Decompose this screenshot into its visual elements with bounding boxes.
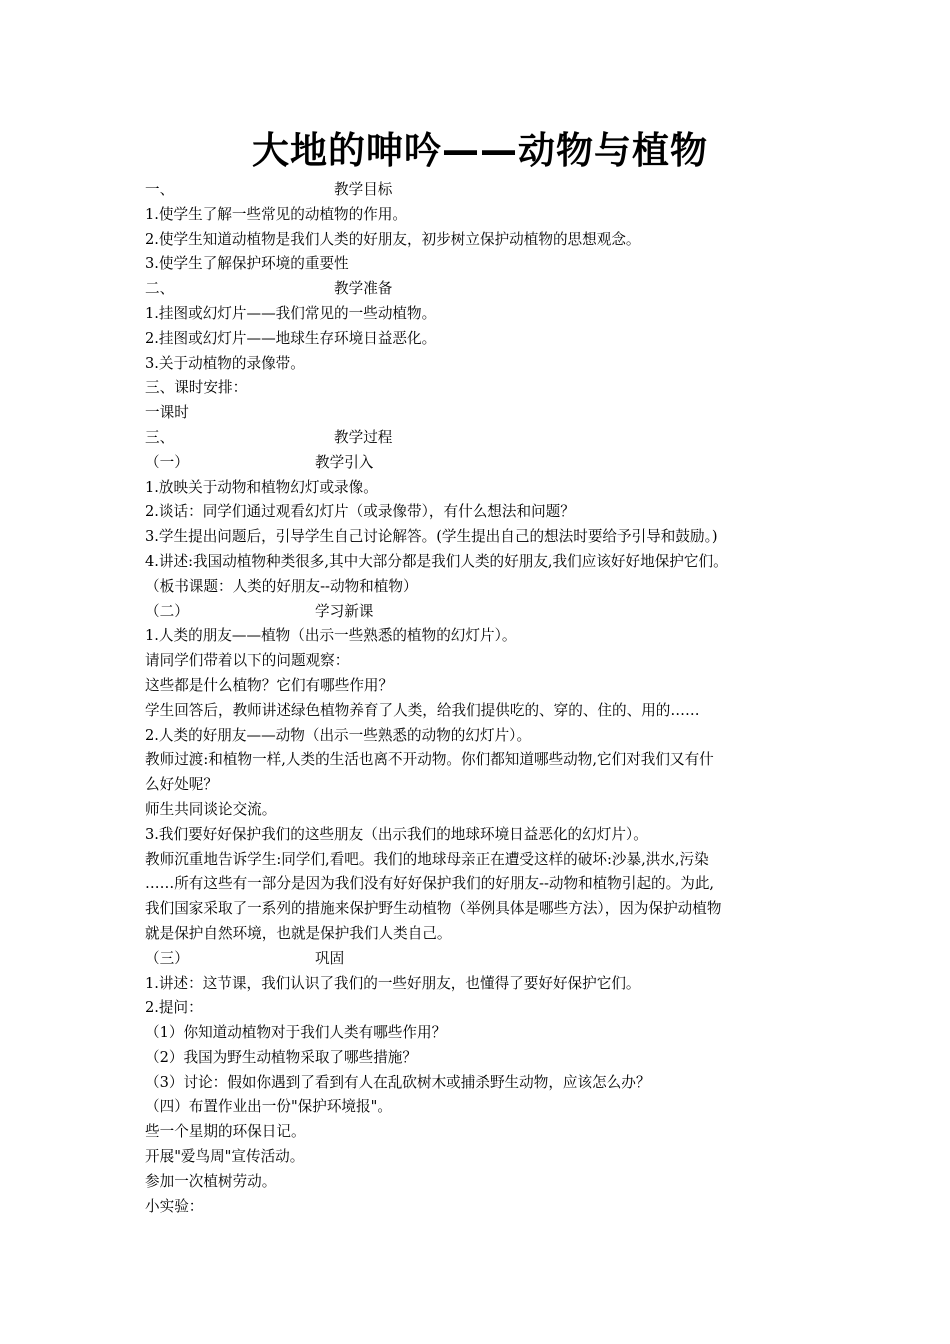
paragraph-line: 开展"爱鸟周"宣传活动。 — [145, 1148, 305, 1166]
section-heading — [145, 600, 825, 625]
paragraph-line: 4.讲述:我国动植物种类很多,其中大部分都是我们人类的好朋友,我们应该好好地保护它们。 — [145, 552, 728, 570]
paragraph-line: 3.关于动植物的录像带。 — [145, 354, 305, 372]
paragraph-line: 我们国家采取了一系列的措施来保护野生动植物（举例具体是哪些方法），因为保护动植物 — [145, 900, 722, 918]
paragraph-line: 2.挂图或幻灯片——地球生存环境日益恶化。 — [145, 329, 437, 347]
paragraph-line: 参加一次植树劳动。 — [145, 1172, 277, 1190]
section-title: 教学目标 — [334, 181, 393, 198]
paragraph-line: 1.挂图或幻灯片——我们常见的一些动植物。 — [145, 304, 437, 322]
paragraph-line: 教师过渡:和植物一样,人类的生活也离不开动物。你们都知道哪些动物,它们对我们又有什 — [145, 751, 714, 769]
section-number: （三） — [145, 949, 189, 967]
paragraph-line: 3.学生提出问题后，引导学生自己讨论解答。(学生提出自己的想法时要给予引导和鼓励。) — [145, 528, 718, 546]
document-body — [145, 178, 825, 1219]
section-heading — [145, 277, 825, 302]
paragraph-line: 请同学们带着以下的问题观察： — [145, 652, 350, 670]
paragraph-line: ……所有这些有一部分是因为我们没有好好保护我们的好朋友--动物和植物引起的。为此, — [145, 875, 715, 893]
paragraph-line: 3.使学生了解保护环境的重要性 — [145, 255, 349, 273]
paragraph-line: 学生回答后，教师讲述绿色植物养育了人类，给我们提供吃的、穿的、住的、用的…… — [145, 701, 700, 719]
section-title: 教学过程 — [334, 428, 393, 446]
paragraph-line: （1）你知道动植物对于我们人类有哪些作用？ — [145, 1024, 447, 1042]
paragraph-line: 1.人类的朋友——植物（出示一些熟悉的植物的幻灯片）。 — [145, 627, 517, 645]
section-heading — [145, 451, 825, 476]
paragraph-line: 2.人类的好朋友——动物（出示一些熟悉的动物的幻灯片）。 — [145, 726, 532, 744]
section-number: 二、 — [145, 280, 175, 298]
section-number: 三、 — [145, 428, 175, 446]
paragraph-line: 就是保护自然环境，也就是保护我们人类自己。 — [145, 924, 452, 942]
section-heading — [145, 178, 825, 203]
paragraph-line: 3.我们要好好保护我们的这些朋友（出示我们的地球环境日益恶化的幻灯片）。 — [145, 825, 648, 843]
paragraph-line: 师生共同谈论交流。 — [145, 800, 277, 818]
paragraph-line: 三、课时安排： — [145, 379, 248, 397]
document-title: 大地的呻吟——动物与植物 — [252, 129, 708, 172]
paragraph-line: （四）布置作业出一份"保护环境报"。 — [145, 1098, 392, 1116]
paragraph-line: 1.讲述：这节课，我们认识了我们的一些好朋友，也懂得了要好好保护它们。 — [145, 974, 641, 992]
paragraph-line: （板书课题：人类的好朋友--动物和植物） — [145, 577, 418, 595]
section-number: 一、 — [145, 181, 175, 198]
section-title: 巩固 — [315, 949, 345, 967]
paragraph-line: 2.谈话：同学们通过观看幻灯片（或录像带），有什么想法和问题？ — [145, 503, 575, 521]
paragraph-line: 2.提问： — [145, 999, 203, 1017]
paragraph-line: 一课时 — [145, 404, 189, 422]
paragraph-line: 些一个星期的环保日记。 — [145, 1123, 306, 1141]
section-title: 学习新课 — [315, 602, 374, 620]
paragraph-line: 小实验： — [145, 1197, 204, 1215]
section-number: （一） — [145, 453, 189, 471]
section-heading — [145, 947, 825, 972]
paragraph-line: 么好处呢？ — [145, 776, 218, 794]
section-number: （二） — [145, 602, 189, 620]
paragraph-line: 教师沉重地告诉学生:同学们,看吧。我们的地球母亲正在遭受这样的破坏:沙暴,洪水,污染 — [145, 850, 709, 868]
paragraph-line: 1.放映关于动物和植物幻灯或录像。 — [145, 478, 378, 496]
paragraph-line: 2.使学生知道动植物是我们人类的好朋友，初步树立保护动植物的思想观念。 — [145, 230, 641, 248]
paragraph-line: 1.使学生了解一些常见的动植物的作用。 — [145, 205, 408, 223]
section-title: 教学准备 — [334, 280, 393, 298]
paragraph-line: （3）讨论：假如你遇到了看到有人在乱砍树木或捕杀野生动物，应该怎么办？ — [145, 1073, 651, 1091]
section-title: 教学引入 — [315, 453, 374, 471]
document-page — [145, 124, 825, 1219]
paragraph-line: 这些都是什么植物？它们有哪些作用？ — [145, 676, 394, 694]
paragraph-line: （2）我国为野生动植物采取了哪些措施？ — [145, 1048, 417, 1066]
section-heading — [145, 426, 825, 451]
